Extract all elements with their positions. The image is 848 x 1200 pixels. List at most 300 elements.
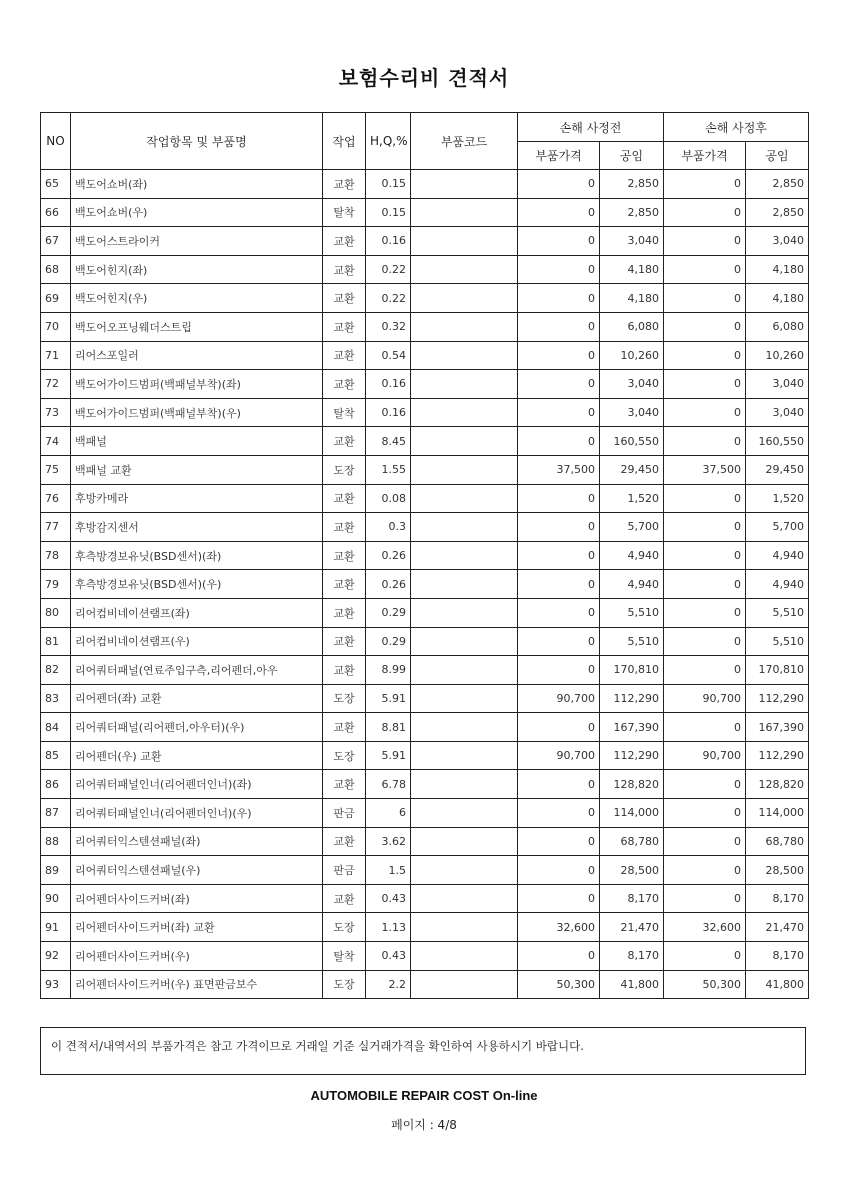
cell-no: 89 xyxy=(41,856,71,885)
cell-no: 84 xyxy=(41,713,71,742)
cell-part-code xyxy=(411,284,518,313)
cell-no: 69 xyxy=(41,284,71,313)
col-header-after-part-price: 부품가격 xyxy=(664,142,746,170)
header-row-top xyxy=(41,113,809,142)
cell-hq: 1.5 xyxy=(366,856,411,885)
cell-after-labor: 5,510 xyxy=(746,598,809,627)
table-row xyxy=(41,170,809,199)
cell-part-code xyxy=(411,799,518,828)
table-row xyxy=(41,942,809,971)
cell-item-name: 백도어스트라이커 xyxy=(71,227,323,256)
cell-no: 66 xyxy=(41,198,71,227)
cell-part-code xyxy=(411,770,518,799)
table-row xyxy=(41,341,809,370)
cell-item-name: 리어쿼터익스텐션패널(좌) xyxy=(71,827,323,856)
cell-item-name: 백도어가이드범퍼(백패널부착)(좌) xyxy=(71,370,323,399)
cell-hq: 0.26 xyxy=(366,570,411,599)
footer-brand: AUTOMOBILE REPAIR COST On-line xyxy=(310,1088,538,1103)
table-row xyxy=(41,598,809,627)
cell-item-name: 리어쿼터패널인너(리어펜더인너)(우) xyxy=(71,799,323,828)
cell-hq: 0.29 xyxy=(366,598,411,627)
cell-work-type: 교환 xyxy=(323,255,366,284)
cell-before-labor: 114,000 xyxy=(600,799,664,828)
cell-before-part-price: 0 xyxy=(518,427,600,456)
cell-before-labor: 112,290 xyxy=(600,741,664,770)
cell-after-part-price: 0 xyxy=(664,312,746,341)
cell-before-part-price: 0 xyxy=(518,884,600,913)
cell-before-labor: 160,550 xyxy=(600,427,664,456)
cell-hq: 0.08 xyxy=(366,484,411,513)
cell-after-labor: 8,170 xyxy=(746,942,809,971)
cell-work-type: 도장 xyxy=(323,684,366,713)
cell-after-part-price: 0 xyxy=(664,427,746,456)
cell-part-code xyxy=(411,513,518,542)
cell-no: 75 xyxy=(41,455,71,484)
cell-after-labor: 10,260 xyxy=(746,341,809,370)
cell-no: 80 xyxy=(41,598,71,627)
cell-before-labor: 5,510 xyxy=(600,598,664,627)
price-notice: 이 견적서/내역서의 부품가격은 참고 가격이므로 거래일 기준 실거래가격을 확인하여 사용하시기 바랍니다. xyxy=(40,1027,806,1075)
table-row xyxy=(41,884,809,913)
cell-item-name: 백도어힌지(우) xyxy=(71,284,323,313)
cell-before-part-price: 0 xyxy=(518,513,600,542)
cell-after-labor: 4,180 xyxy=(746,284,809,313)
cell-part-code xyxy=(411,684,518,713)
cell-no: 71 xyxy=(41,341,71,370)
cell-work-type: 도장 xyxy=(323,913,366,942)
cell-item-name: 리어펜더사이드커버(좌) 교환 xyxy=(71,913,323,942)
cell-work-type: 교환 xyxy=(323,484,366,513)
cell-before-part-price: 0 xyxy=(518,198,600,227)
table-row xyxy=(41,656,809,685)
cell-before-part-price: 0 xyxy=(518,255,600,284)
cell-before-part-price: 0 xyxy=(518,656,600,685)
cell-after-labor: 21,470 xyxy=(746,913,809,942)
cell-part-code xyxy=(411,341,518,370)
cell-part-code xyxy=(411,970,518,999)
cell-after-part-price: 0 xyxy=(664,827,746,856)
cell-before-labor: 4,940 xyxy=(600,570,664,599)
cell-item-name: 후방카메라 xyxy=(71,484,323,513)
cell-no: 65 xyxy=(41,170,71,199)
cell-after-part-price: 0 xyxy=(664,856,746,885)
cell-after-labor: 3,040 xyxy=(746,227,809,256)
col-header-no: NO xyxy=(41,113,71,170)
cell-hq: 3.62 xyxy=(366,827,411,856)
cell-work-type: 도장 xyxy=(323,970,366,999)
page-indicator: 페이지 : 4/8 xyxy=(391,1118,457,1132)
cell-item-name: 리어쿼터패널인너(리어펜더인너)(좌) xyxy=(71,770,323,799)
cell-part-code xyxy=(411,570,518,599)
cell-after-part-price: 0 xyxy=(664,284,746,313)
cell-work-type: 교환 xyxy=(323,770,366,799)
cell-item-name: 리어펜더(좌) 교환 xyxy=(71,684,323,713)
cell-work-type: 교환 xyxy=(323,541,366,570)
cell-no: 92 xyxy=(41,942,71,971)
cell-before-labor: 2,850 xyxy=(600,198,664,227)
table-row xyxy=(41,541,809,570)
table-row xyxy=(41,799,809,828)
cell-part-code xyxy=(411,484,518,513)
table-row xyxy=(41,827,809,856)
cell-no: 91 xyxy=(41,913,71,942)
cell-item-name: 백도어힌지(좌) xyxy=(71,255,323,284)
cell-item-name: 리어컴비네이션램프(좌) xyxy=(71,598,323,627)
table-row xyxy=(41,484,809,513)
cell-work-type: 교환 xyxy=(323,227,366,256)
cell-hq: 1.55 xyxy=(366,455,411,484)
cell-no: 73 xyxy=(41,398,71,427)
cell-after-labor: 3,040 xyxy=(746,398,809,427)
cell-part-code xyxy=(411,198,518,227)
table-row xyxy=(41,713,809,742)
cell-after-part-price: 0 xyxy=(664,484,746,513)
cell-after-part-price: 0 xyxy=(664,227,746,256)
col-header-hq: H,Q,% xyxy=(366,113,411,170)
cell-after-labor: 4,940 xyxy=(746,541,809,570)
cell-hq: 0.26 xyxy=(366,541,411,570)
cell-hq: 0.54 xyxy=(366,341,411,370)
table-row xyxy=(41,913,809,942)
cell-work-type: 교환 xyxy=(323,427,366,456)
cell-after-part-price: 90,700 xyxy=(664,741,746,770)
cell-before-labor: 112,290 xyxy=(600,684,664,713)
cell-part-code xyxy=(411,884,518,913)
cell-part-code xyxy=(411,427,518,456)
cell-no: 78 xyxy=(41,541,71,570)
cell-part-code xyxy=(411,455,518,484)
cell-item-name: 리어펜더사이드커버(우) xyxy=(71,942,323,971)
cell-no: 77 xyxy=(41,513,71,542)
cell-before-part-price: 0 xyxy=(518,598,600,627)
cell-before-labor: 4,180 xyxy=(600,284,664,313)
cell-before-part-price: 0 xyxy=(518,398,600,427)
cell-before-part-price: 0 xyxy=(518,627,600,656)
cell-before-part-price: 0 xyxy=(518,541,600,570)
cell-hq: 0.22 xyxy=(366,284,411,313)
cell-no: 68 xyxy=(41,255,71,284)
cell-hq: 8.81 xyxy=(366,713,411,742)
cell-after-part-price: 0 xyxy=(664,627,746,656)
cell-no: 90 xyxy=(41,884,71,913)
cell-before-part-price: 0 xyxy=(518,942,600,971)
cell-before-part-price: 0 xyxy=(518,341,600,370)
cell-after-part-price: 0 xyxy=(664,513,746,542)
cell-no: 83 xyxy=(41,684,71,713)
cell-after-labor: 2,850 xyxy=(746,198,809,227)
col-header-before-labor: 공임 xyxy=(600,142,664,170)
cell-hq: 0.22 xyxy=(366,255,411,284)
cell-item-name: 리어펜더사이드커버(우) 표면판금보수 xyxy=(71,970,323,999)
cell-after-part-price: 0 xyxy=(664,942,746,971)
table-row xyxy=(41,570,809,599)
cell-part-code xyxy=(411,370,518,399)
cell-before-part-price: 0 xyxy=(518,484,600,513)
cell-after-labor: 1,520 xyxy=(746,484,809,513)
col-group-before: 손해 사정전 xyxy=(518,113,664,142)
table-row xyxy=(41,312,809,341)
cell-work-type: 교환 xyxy=(323,341,366,370)
cell-work-type: 탈착 xyxy=(323,398,366,427)
col-header-code: 부품코드 xyxy=(411,113,518,170)
cell-work-type: 교환 xyxy=(323,312,366,341)
cell-after-part-price: 0 xyxy=(664,198,746,227)
cell-part-code xyxy=(411,170,518,199)
cell-part-code xyxy=(411,627,518,656)
cell-before-labor: 28,500 xyxy=(600,856,664,885)
cell-before-labor: 3,040 xyxy=(600,227,664,256)
cell-part-code xyxy=(411,541,518,570)
cell-before-labor: 3,040 xyxy=(600,370,664,399)
cell-item-name: 백도어가이드범퍼(백패널부착)(우) xyxy=(71,398,323,427)
cell-before-labor: 21,470 xyxy=(600,913,664,942)
cell-after-part-price: 50,300 xyxy=(664,970,746,999)
cell-after-labor: 4,180 xyxy=(746,255,809,284)
cell-work-type: 교환 xyxy=(323,713,366,742)
cell-before-part-price: 0 xyxy=(518,713,600,742)
cell-work-type: 교환 xyxy=(323,827,366,856)
cell-after-labor: 3,040 xyxy=(746,370,809,399)
cell-item-name: 리어쿼터패널(연료주입구측,리어펜더,아우 xyxy=(71,656,323,685)
cell-before-labor: 6,080 xyxy=(600,312,664,341)
cell-hq: 0.15 xyxy=(366,198,411,227)
cell-before-part-price: 0 xyxy=(518,827,600,856)
cell-after-labor: 112,290 xyxy=(746,741,809,770)
cell-part-code xyxy=(411,827,518,856)
table-row xyxy=(41,455,809,484)
cell-after-part-price: 0 xyxy=(664,170,746,199)
cell-after-part-price: 0 xyxy=(664,656,746,685)
cell-before-labor: 4,940 xyxy=(600,541,664,570)
table-row xyxy=(41,741,809,770)
cell-part-code xyxy=(411,312,518,341)
cell-part-code xyxy=(411,255,518,284)
cell-after-labor: 128,820 xyxy=(746,770,809,799)
table-row xyxy=(41,227,809,256)
cell-before-part-price: 90,700 xyxy=(518,684,600,713)
cell-work-type: 교환 xyxy=(323,570,366,599)
table-row xyxy=(41,513,809,542)
cell-before-labor: 170,810 xyxy=(600,656,664,685)
cell-after-labor: 170,810 xyxy=(746,656,809,685)
cell-no: 82 xyxy=(41,656,71,685)
estimate-table-body xyxy=(41,170,809,999)
cell-work-type: 교환 xyxy=(323,513,366,542)
cell-after-labor: 114,000 xyxy=(746,799,809,828)
cell-part-code xyxy=(411,398,518,427)
cell-item-name: 리어쿼터익스텐션패널(우) xyxy=(71,856,323,885)
cell-before-labor: 8,170 xyxy=(600,942,664,971)
cell-before-labor: 41,800 xyxy=(600,970,664,999)
cell-no: 87 xyxy=(41,799,71,828)
cell-before-labor: 4,180 xyxy=(600,255,664,284)
table-row xyxy=(41,370,809,399)
cell-after-part-price: 0 xyxy=(664,541,746,570)
cell-no: 79 xyxy=(41,570,71,599)
cell-after-labor: 29,450 xyxy=(746,455,809,484)
cell-part-code xyxy=(411,656,518,685)
cell-item-name: 백도어쇼버(좌) xyxy=(71,170,323,199)
cell-item-name: 리어펜더사이드커버(좌) xyxy=(71,884,323,913)
cell-hq: 0.16 xyxy=(366,370,411,399)
cell-after-labor: 68,780 xyxy=(746,827,809,856)
cell-before-labor: 1,520 xyxy=(600,484,664,513)
cell-before-part-price: 0 xyxy=(518,227,600,256)
col-group-after: 손해 사정후 xyxy=(664,113,809,142)
cell-item-name: 백패널 교환 xyxy=(71,455,323,484)
cell-after-part-price: 0 xyxy=(664,884,746,913)
estimate-table xyxy=(40,112,809,999)
cell-item-name: 백도어오프닝웨더스트립 xyxy=(71,312,323,341)
cell-hq: 0.15 xyxy=(366,170,411,199)
cell-work-type: 교환 xyxy=(323,598,366,627)
col-header-before-part-price: 부품가격 xyxy=(518,142,600,170)
col-header-after-labor: 공임 xyxy=(746,142,809,170)
cell-before-labor: 3,040 xyxy=(600,398,664,427)
cell-hq: 8.45 xyxy=(366,427,411,456)
cell-work-type: 도장 xyxy=(323,741,366,770)
cell-before-labor: 29,450 xyxy=(600,455,664,484)
cell-part-code xyxy=(411,856,518,885)
cell-before-labor: 5,700 xyxy=(600,513,664,542)
cell-hq: 2.2 xyxy=(366,970,411,999)
cell-no: 86 xyxy=(41,770,71,799)
cell-after-labor: 41,800 xyxy=(746,970,809,999)
table-row xyxy=(41,627,809,656)
cell-work-type: 판금 xyxy=(323,856,366,885)
table-row xyxy=(41,970,809,999)
cell-work-type: 교환 xyxy=(323,627,366,656)
cell-after-labor: 112,290 xyxy=(746,684,809,713)
cell-no: 93 xyxy=(41,970,71,999)
cell-no: 67 xyxy=(41,227,71,256)
cell-hq: 0.3 xyxy=(366,513,411,542)
document-title: 보험수리비 견적서 xyxy=(338,66,510,90)
cell-after-labor: 6,080 xyxy=(746,312,809,341)
cell-part-code xyxy=(411,713,518,742)
table-row xyxy=(41,284,809,313)
cell-hq: 5.91 xyxy=(366,684,411,713)
cell-after-labor: 4,940 xyxy=(746,570,809,599)
table-row xyxy=(41,398,809,427)
cell-after-labor: 2,850 xyxy=(746,170,809,199)
cell-after-part-price: 90,700 xyxy=(664,684,746,713)
cell-item-name: 후측방경보유닛(BSD센서)(좌) xyxy=(71,541,323,570)
cell-part-code xyxy=(411,598,518,627)
cell-item-name: 후측방경보유닛(BSD센서)(우) xyxy=(71,570,323,599)
cell-before-labor: 2,850 xyxy=(600,170,664,199)
cell-hq: 5.91 xyxy=(366,741,411,770)
cell-before-part-price: 0 xyxy=(518,312,600,341)
cell-before-part-price: 0 xyxy=(518,856,600,885)
cell-after-part-price: 0 xyxy=(664,370,746,399)
cell-hq: 0.29 xyxy=(366,627,411,656)
cell-after-labor: 160,550 xyxy=(746,427,809,456)
cell-before-labor: 5,510 xyxy=(600,627,664,656)
cell-before-part-price: 37,500 xyxy=(518,455,600,484)
cell-work-type: 교환 xyxy=(323,284,366,313)
cell-work-type: 도장 xyxy=(323,455,366,484)
cell-after-part-price: 32,600 xyxy=(664,913,746,942)
table-row xyxy=(41,856,809,885)
cell-part-code xyxy=(411,741,518,770)
cell-no: 70 xyxy=(41,312,71,341)
cell-work-type: 교환 xyxy=(323,884,366,913)
cell-after-labor: 8,170 xyxy=(746,884,809,913)
cell-hq: 6 xyxy=(366,799,411,828)
cell-hq: 0.16 xyxy=(366,227,411,256)
cell-after-labor: 167,390 xyxy=(746,713,809,742)
cell-no: 85 xyxy=(41,741,71,770)
cell-hq: 0.43 xyxy=(366,884,411,913)
col-header-name: 작업항목 및 부품명 xyxy=(71,113,323,170)
cell-after-part-price: 0 xyxy=(664,570,746,599)
cell-no: 74 xyxy=(41,427,71,456)
cell-part-code xyxy=(411,227,518,256)
cell-after-part-price: 0 xyxy=(664,341,746,370)
cell-after-part-price: 37,500 xyxy=(664,455,746,484)
cell-hq: 8.99 xyxy=(366,656,411,685)
cell-work-type: 판금 xyxy=(323,799,366,828)
cell-before-part-price: 0 xyxy=(518,799,600,828)
cell-no: 76 xyxy=(41,484,71,513)
cell-before-part-price: 32,600 xyxy=(518,913,600,942)
cell-work-type: 교환 xyxy=(323,656,366,685)
cell-item-name: 리어컴비네이션램프(우) xyxy=(71,627,323,656)
table-row xyxy=(41,255,809,284)
cell-work-type: 탈착 xyxy=(323,942,366,971)
cell-after-part-price: 0 xyxy=(664,799,746,828)
cell-before-labor: 68,780 xyxy=(600,827,664,856)
table-row xyxy=(41,198,809,227)
cell-before-part-price: 0 xyxy=(518,370,600,399)
cell-no: 72 xyxy=(41,370,71,399)
cell-after-part-price: 0 xyxy=(664,398,746,427)
cell-before-part-price: 50,300 xyxy=(518,970,600,999)
cell-before-part-price: 0 xyxy=(518,170,600,199)
cell-after-labor: 28,500 xyxy=(746,856,809,885)
cell-after-labor: 5,510 xyxy=(746,627,809,656)
cell-work-type: 교환 xyxy=(323,370,366,399)
cell-item-name: 백도어쇼버(우) xyxy=(71,198,323,227)
cell-after-labor: 5,700 xyxy=(746,513,809,542)
cell-hq: 0.43 xyxy=(366,942,411,971)
cell-item-name: 리어스포일러 xyxy=(71,341,323,370)
cell-part-code xyxy=(411,942,518,971)
cell-item-name: 리어쿼터패널(리어펜더,아우터)(우) xyxy=(71,713,323,742)
cell-hq: 6.78 xyxy=(366,770,411,799)
cell-before-part-price: 0 xyxy=(518,570,600,599)
table-row xyxy=(41,684,809,713)
table-row xyxy=(41,770,809,799)
cell-before-labor: 167,390 xyxy=(600,713,664,742)
table-row xyxy=(41,427,809,456)
cell-after-part-price: 0 xyxy=(664,770,746,799)
cell-before-labor: 10,260 xyxy=(600,341,664,370)
cell-before-part-price: 0 xyxy=(518,284,600,313)
col-header-work: 작업 xyxy=(323,113,366,170)
cell-after-part-price: 0 xyxy=(664,713,746,742)
cell-work-type: 탈착 xyxy=(323,198,366,227)
cell-part-code xyxy=(411,913,518,942)
cell-no: 81 xyxy=(41,627,71,656)
cell-before-labor: 8,170 xyxy=(600,884,664,913)
cell-before-labor: 128,820 xyxy=(600,770,664,799)
cell-after-part-price: 0 xyxy=(664,255,746,284)
cell-item-name: 백패널 xyxy=(71,427,323,456)
cell-hq: 0.32 xyxy=(366,312,411,341)
cell-item-name: 후방감지센서 xyxy=(71,513,323,542)
